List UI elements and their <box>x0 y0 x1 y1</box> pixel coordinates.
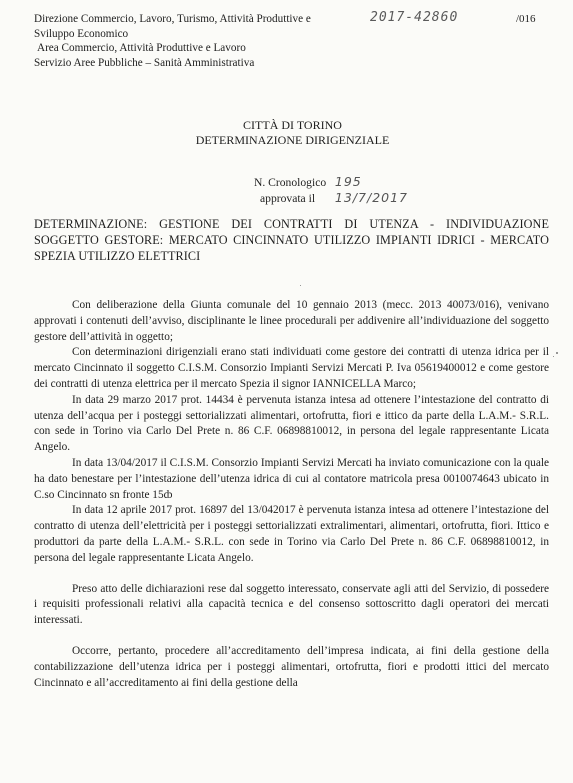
approved-label: approvata il <box>260 192 316 205</box>
chrono-handwritten-value: 195 <box>334 174 362 189</box>
document-type-title: DETERMINAZIONE DIRIGENZIALE <box>195 133 390 147</box>
approved-handwritten-date: 13/7/2017 <box>334 190 408 205</box>
paragraph-7: Occorre, pertanto, procedere all’accreditamento dell’impresa indicata, ai fini della gestione della contabilizzazione dell’utenza idrica per i posteggi alimentari, ortofrutta, fiori e prodotti ittici del mercato Cincinnato e all’accreditamento ai fini della gestione della <box>34 644 549 689</box>
paragraph-6: Preso atto delle dichiarazioni rese dal soggetto interessato, conservate agli atti del Servizio, di possedere i requisiti professionali relativi alla capacità tecnica e del consenso sottoscritto dagli operatori dei mercati interessati. <box>34 582 549 627</box>
header-line-2: Sviluppo Economico <box>34 27 129 40</box>
header-line-3: Area Commercio, Attività Produttive e Lavoro <box>37 42 246 55</box>
paragraph-5: In data 12 aprile 2017 prot. 16897 del 13/042017 è pervenuta istanza intesa ad ottenere l’intestazione del contratto di utenza dell’elettricità per i posteggi settorializzati extralimentari, alimentari, ortofrutta, fiori. Ittico e produttori da parte della L.A.M.- S.R.L. con sede in Torino via Carlo Del Prete n. 86 C.F. 06898810012, in persona del legale rappresentante Licata Angelo. <box>34 504 549 564</box>
scan-speck <box>553 356 554 357</box>
handwritten-protocol-number: 2017-42860 <box>370 10 459 25</box>
chrono-label: N. Cronologico <box>254 176 327 189</box>
scan-speck <box>300 285 301 286</box>
paragraph-1: Con deliberazione della Giunta comunale del 10 gennaio 2013 (mecc. 2013 40073/016), venivano approvati i contenuti dell’avviso, disciplinante le linee procedurali per addivenire all’individuazione del soggetto gestore dell’attività in oggetto; <box>34 299 549 343</box>
determination-subject: DETERMINAZIONE: GESTIONE DEI CONTRATTI DI UTENZA - INDIVIDUAZIONE SOGGETTO GESTORE: MERCATO CINCINNATO UTILIZZO IMPIANTI IDRICI - MERCATO SPEZIA UTILIZZO ELETTRICI <box>34 217 549 263</box>
paragraph-2: Con determinazioni dirigenziali erano stati individuati come gestore dei contratti di utenza idrica per il mercato Cincinnato il soggetto C.I.S.M. Consorzio Impianti Servizi Mercati P. Iva 05619400012 e come gestore dei contratti di utenza elettrica per il mercato Spezia il signor IANNICELLA Marco; <box>34 346 549 390</box>
header-line-1: Direzione Commercio, Lavoro, Turismo, Attività Produttive e <box>34 13 311 25</box>
city-title: CITTÀ DI TORINO <box>243 118 342 132</box>
issuing-office-header <box>34 12 374 70</box>
document-titles <box>0 118 573 148</box>
paragraph-3: In data 29 marzo 2017 prot. 14434 è pervenuta istanza intesa ad ottenere l’intestazione del contratto di utenza dell’acqua per i posteggi settorializzati alimentari, ortofrutta, fiori e ittico da parte della L.A.M.- S.R.L. con sede in Torino via Carlo Del Prete n. 86 C.F. 06898810012, in persona del legale rappresentante Licata Angelo. <box>34 393 549 454</box>
protocol-suffix: /016 <box>516 13 536 25</box>
document-body <box>34 298 549 691</box>
header-line-4: Servizio Aree Pubbliche – Sanità Amministrativa <box>34 56 255 69</box>
scan-speck <box>556 352 558 354</box>
chronological-block <box>254 174 408 206</box>
paragraph-4: In data 13/04/2017 il C.I.S.M. Consorzio Impianti Servizi Mercati ha inviato comunicazione con la quale ha dato benestare per l’intestazione dell’utenza idrica di cui al contatore matricola presa 0010074643 ubicato in C.so Cincinnato sn fronte 15ȸ <box>34 456 549 501</box>
